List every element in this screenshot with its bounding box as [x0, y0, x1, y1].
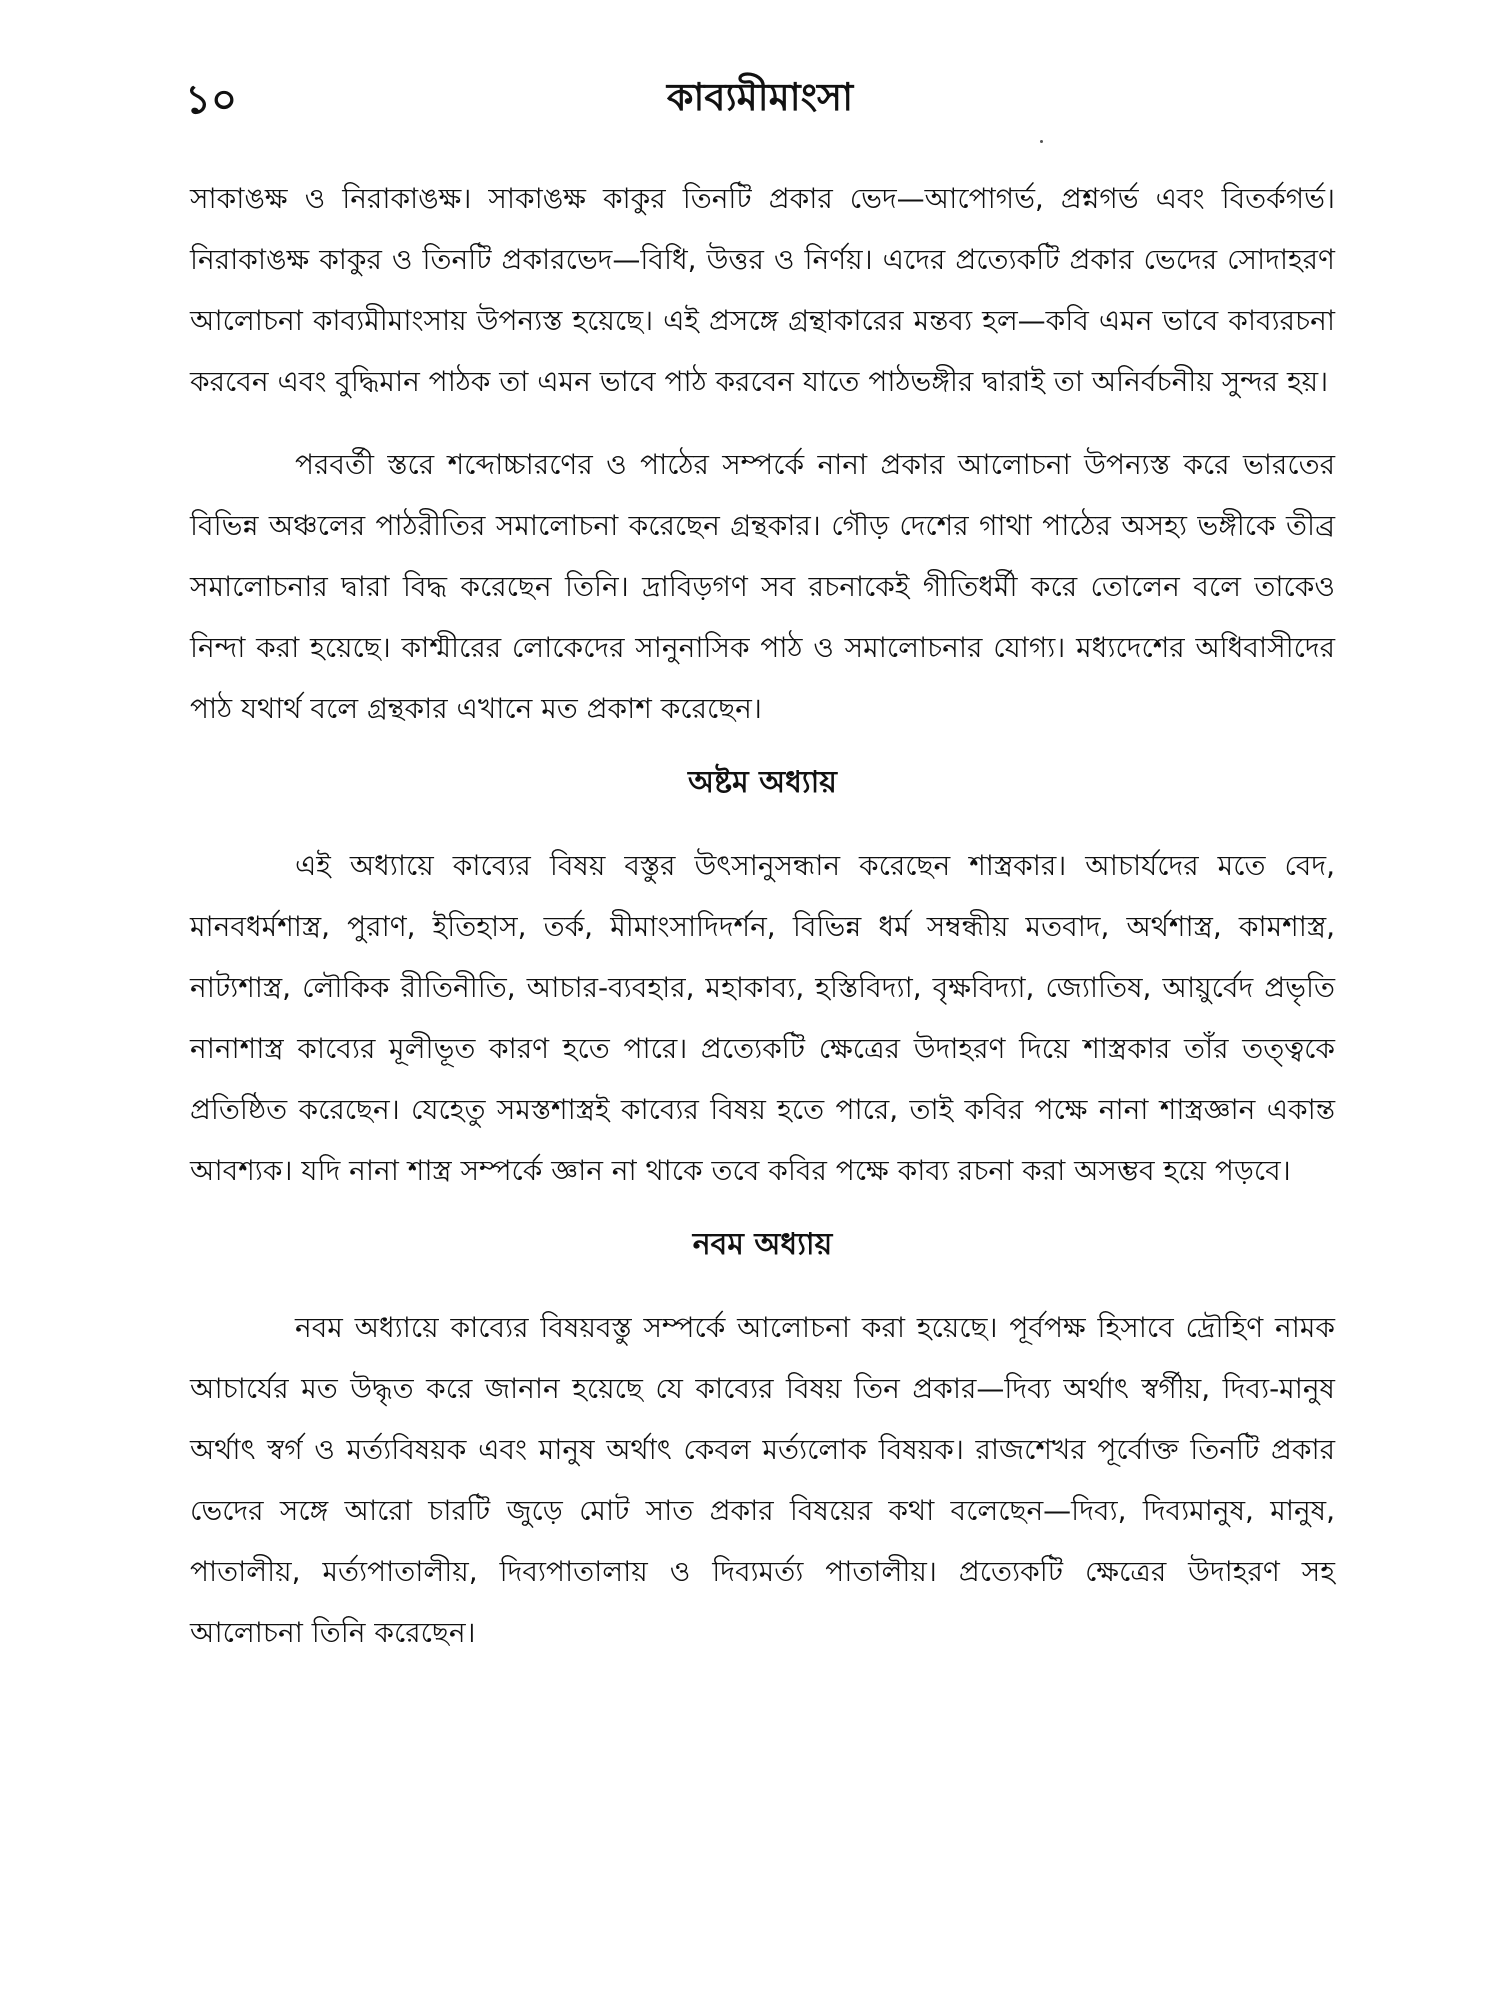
paragraph-kaku: সাকাঙক্ষ ও নিরাকাঙক্ষ। সাকাঙক্ষ কাকুর তিনটি প্রকার ভেদ—আপোগর্ভ, প্রশ্নগর্ভ এবং বিতর্কগর্ভ। নিরাকাঙক্ষ কাকুর ও তিনটি প্রকারভেদ—বিধি, উত্তর ও নির্ণয়। এদের প্রত্যেকটি প্রকার ভেদের সোদাহরণ আলোচনা কাব্যমীমাংসায় উপন্যস্ত হয়েছে। এই প্রসঙ্গে গ্রন্থাকারের মন্তব্য হল—কবি এমন ভাবে কাব্যরচনা করবেন এবং বুদ্ধিমান পাঠক তা এমন ভাবে পাঠ করবেন যাতে পাঠভঙ্গীর দ্বারাই তা অনির্বচনীয় সুন্দর হয়। [190, 182, 1335, 398]
chapter-8-heading: অষ্টম অধ্যায় [688, 765, 837, 800]
page-number: ১০ [185, 77, 237, 123]
chapter-8-paragraph: এই অধ্যায়ে কাব্যের বিষয় বস্তুর উৎসানুসন্ধান করেছেন শাস্ত্রকার। আচার্যদের মতে বেদ, মানবধর্মশাস্ত্র, পুরাণ, ইতিহাস, তর্ক, মীমাংসাদিদর্শন, বিভিন্ন ধর্ম সম্বন্ধীয় মতবাদ, অর্থশাস্ত্র, কামশাস্ত্র, নাট্যশাস্ত্র, লৌকিক রীতিনীতি, আচার-ব্যবহার, মহাকাব্য, হস্তিবিদ্যা, বৃক্ষবিদ্যা, জ্যোতিষ, আয়ুর্বেদ প্রভৃতি নানাশাস্ত্র কাব্যের মূলীভূত কারণ হতে পারে। প্রত্যেকটি ক্ষেত্রের উদাহরণ দিয়ে শাস্ত্রকার তাঁর তত্ত্বকে প্রতিষ্ঠিত করেছেন। যেহেতু সমস্তশাস্ত্রই কাব্যের বিষয় হতে পারে, তাই কবির পক্ষে নানা শাস্ত্রজ্ঞান একান্ত আবশ্যক। যদি নানা শাস্ত্র সম্পর্কে জ্ঞান না থাকে তবে কবির পক্ষে কাব্য রচনা করা অসম্ভব হয়ে পড়বে। [190, 849, 1335, 1187]
running-title: কাব্যমীমাংসা [666, 75, 854, 119]
scan-speck [1040, 140, 1043, 143]
paragraph-pathariti: পরবর্তী স্তরে শব্দোচ্চারণের ও পাঠের সম্পর্কে নানা প্রকার আলোচনা উপন্যস্ত করে ভারতের বিভিন্ন অঞ্চলের পাঠরীতির সমালোচনা করেছেন গ্রন্থকার। গৌড় দেশের গাথা পাঠের অসহ্য ভঙ্গীকে তীব্র সমালোচনার দ্বারা বিদ্ধ করেছেন তিনি। দ্রাবিড়গণ সব রচনাকেই গীতিধর্মী করে তোলেন বলে তাকেও নিন্দা করা হয়েছে। কাশ্মীরের লোকেদের সানুনাসিক পাঠ ও সমালোচনার যোগ্য। মধ্যদেশের অধিবাসীদের পাঠ যথার্থ বলে গ্রন্থকার এখানে মত প্রকাশ করেছেন। [190, 448, 1335, 725]
body-text [190, 168, 1335, 1685]
page-header [185, 68, 1335, 128]
chapter-9-paragraph: নবম অধ্যায়ে কাব্যের বিষয়বস্তু সম্পর্কে আলোচনা করা হয়েছে। পূর্বপক্ষ হিসাবে দ্রৌহিণ নামক আচার্যের মত উদ্ধৃত করে জানান হয়েছে যে কাব্যের বিষয় তিন প্রকার—দিব্য অর্থাৎ স্বর্গীয়, দিব্য-মানুষ অর্থাৎ স্বর্গ ও মর্ত্যবিষয়ক এবং মানুষ অর্থাৎ কেবল মর্ত্যলোক বিষয়ক। রাজশেখর পূর্বোক্ত তিনটি প্রকার ভেদের সঙ্গে আরো চারটি জুড়ে মোট সাত প্রকার বিষয়ের কথা বলেছেন—দিব্য, দিব্যমানুষ, মানুষ, পাতালীয়, মর্ত্যপাতালীয়, দিব্যপাতালায় ও দিব্যমর্ত্য পাতালীয়। প্রত্যেকটি ক্ষেত্রের উদাহরণ সহ আলোচনা তিনি করেছেন। [190, 1311, 1335, 1649]
chapter-9-heading: নবম অধ্যায় [692, 1227, 833, 1262]
